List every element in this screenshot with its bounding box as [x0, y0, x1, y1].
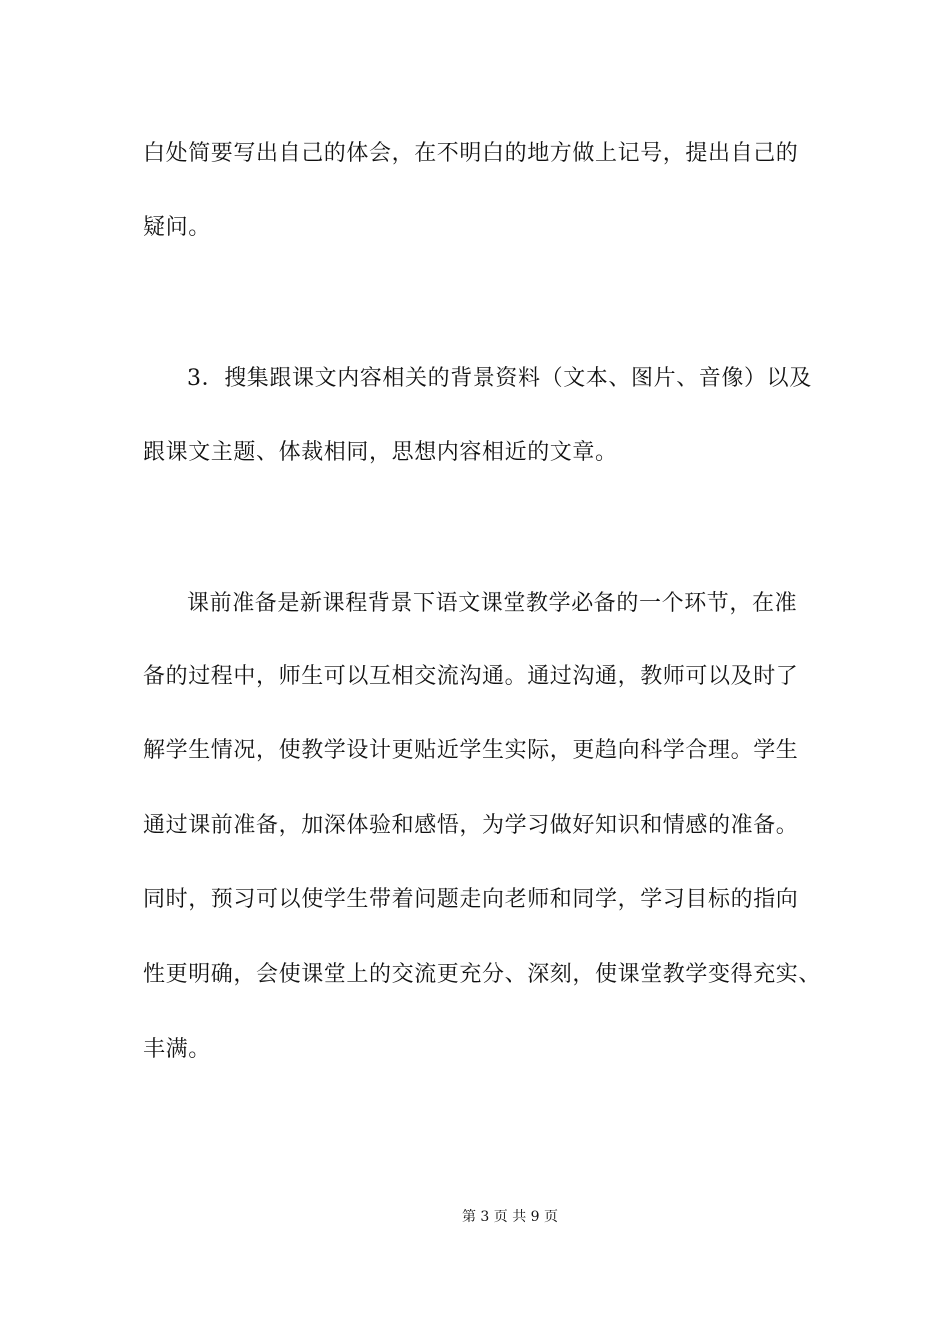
page-number-footer: 第 3 页 共 9 页 [461, 1209, 559, 1225]
paragraph-1-line-2: 疑问。 [143, 215, 211, 240]
paragraph-3-line-3: 解学生情况，使教学设计更贴近学生实际，更趋向科学合理。学生 [143, 738, 799, 763]
paragraph-3-line-5: 同时，预习可以使学生带着问题走向老师和同学，学习目标的指向 [143, 887, 799, 912]
paragraph-3-line-7: 丰满。 [143, 1037, 211, 1062]
paragraph-1-line-1: 白处简要写出自己的体会，在不明白的地方做上记号，提出自己的 [143, 141, 799, 166]
paragraph-3-line-1: 课前准备是新课程背景下语文课堂教学必备的一个环节，在准 [187, 591, 798, 616]
paragraph-3-line-4: 通过课前准备，加深体验和感悟，为学习做好知识和情感的准备。 [143, 813, 799, 838]
paragraph-2-line-1: 3．搜集跟课文内容相关的背景资料（文本、图片、音像）以及 [187, 366, 812, 391]
paragraph-3-line-6: 性更明确，会使课堂上的交流更充分、深刻，使课堂教学变得充实、 [143, 962, 822, 987]
paragraph-3-line-2: 备的过程中，师生可以互相交流沟通。通过沟通，教师可以及时了 [143, 664, 799, 689]
paragraph-2-line-2: 跟课文主题、体裁相同，思想内容相近的文章。 [143, 440, 618, 465]
